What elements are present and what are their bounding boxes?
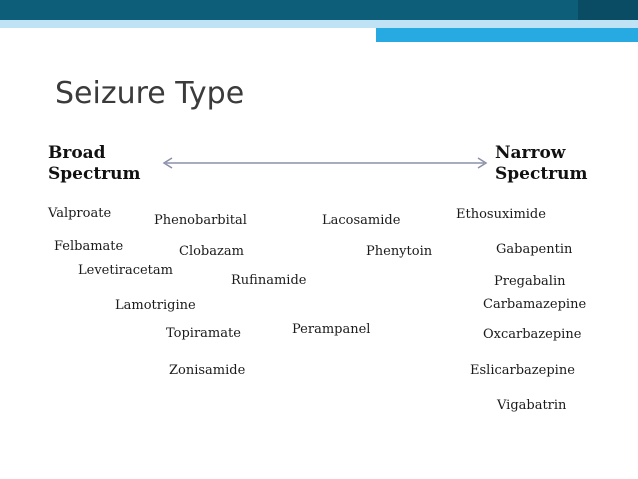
header-bar <box>0 0 638 20</box>
header-bar-accent <box>578 0 638 20</box>
drug-oxcarbazepine: Oxcarbazepine <box>483 327 582 342</box>
drug-levetiracetam: Levetiracetam <box>78 263 173 278</box>
header-stripe-accent <box>376 28 638 42</box>
drug-zonisamide: Zonisamide <box>169 363 246 378</box>
drug-perampanel: Perampanel <box>292 322 371 337</box>
narrow-label-line1: Narrow <box>495 143 566 163</box>
drug-pregabalin: Pregabalin <box>494 274 566 289</box>
drug-lamotrigine: Lamotrigine <box>115 298 196 313</box>
drug-phenytoin: Phenytoin <box>366 244 433 259</box>
broad-label-line2: Spectrum <box>48 164 141 184</box>
narrow-label-line2: Spectrum <box>495 164 588 184</box>
drug-topiramate: Topiramate <box>166 326 241 341</box>
broad-label-line1: Broad <box>48 143 106 163</box>
slide-title: Seizure Type <box>55 76 245 111</box>
narrow-spectrum-label <box>495 143 588 185</box>
drug-valproate: Valproate <box>48 206 112 221</box>
broad-spectrum-label <box>48 143 141 185</box>
drug-phenobarbital: Phenobarbital <box>154 213 247 228</box>
drug-vigabatrin: Vigabatrin <box>497 398 567 413</box>
header-stripe <box>0 20 638 28</box>
drug-ethosuximide: Ethosuximide <box>456 207 546 222</box>
spectrum-double-arrow <box>160 156 490 170</box>
drug-carbamazepine: Carbamazepine <box>483 297 587 312</box>
drug-lacosamide: Lacosamide <box>322 213 401 228</box>
drug-clobazam: Clobazam <box>179 244 244 259</box>
drug-gabapentin: Gabapentin <box>496 242 573 257</box>
drug-felbamate: Felbamate <box>54 239 124 254</box>
drug-eslicarbazepine: Eslicarbazepine <box>470 363 575 378</box>
drug-rufinamide: Rufinamide <box>231 273 307 288</box>
